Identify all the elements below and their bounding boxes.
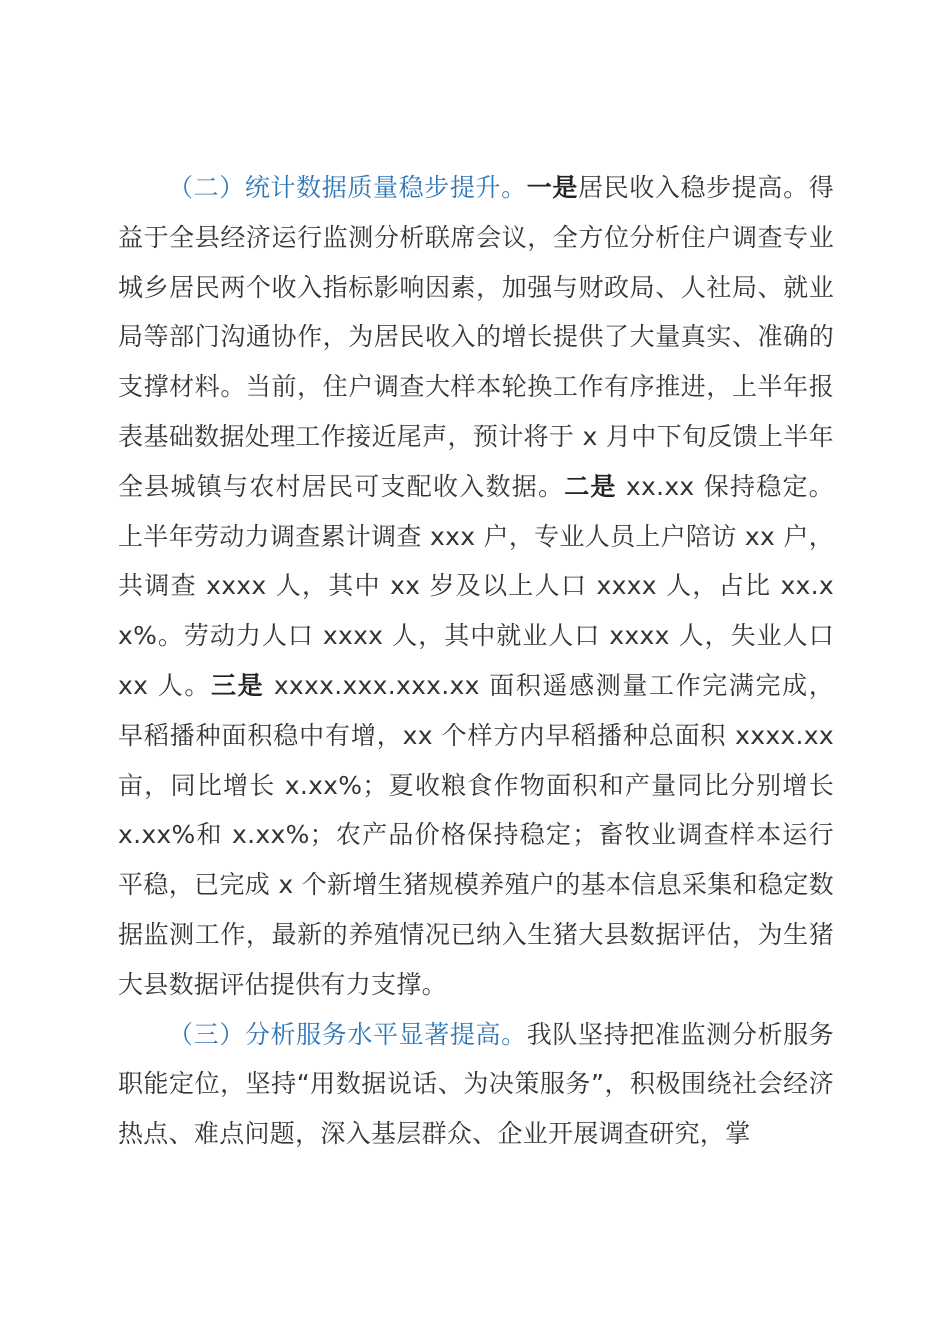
section-3-paragraph	[118, 1010, 834, 1159]
point-1-text: 居民收入稳步提高。得益于全县经济运行监测分析联席会议，全方位分析住户调查专业城乡居民两个收入指标影响因素，加强与财政局、人社局、就业局等部门沟通协作，为居民收入的增长提供了大量真实、准确的支撑材料。当前，住户调查大样本轮换工作有序推进，上半年报表基础数据处理工作接近尾声，预计将于 x 月中下旬反馈上半年全县城镇与农村居民可支配收入数据。	[118, 173, 834, 501]
section-2-paragraph	[118, 163, 834, 1010]
document-page	[118, 163, 834, 1159]
point-2-lead: 二是	[564, 471, 617, 501]
section-2-heading: （二）统计数据质量稳步提升。	[168, 173, 527, 202]
section-3-heading: （三）分析服务水平显著提高。	[168, 1019, 527, 1049]
point-3-lead: 三是	[211, 670, 265, 700]
section-3-text: 我队坚持把准监测分析服务职能定位，坚持“用数据说话、为决策服务”，积极围绕社会经济热点、难点问题，深入基层群众、企业开展调查研究，掌	[118, 1019, 835, 1149]
point-3-text: xxxx.xxx.xxx.xx 面积遥感测量工作完满完成，早稻播种面积稳中有增，xx 个样方内早稻播种总面积 xxxx.xx 亩，同比增长 x.xx%；夏收粮食作物面积和产量同比分别增长 x.xx%和 x.xx%；农产品价格保持稳定；畜牧业调查样本运行平稳，已完成 x 个新增生猪规模养殖户的基本信息采集和稳定数据监测工作，最新的养殖情况已纳入生猪大县数据评估，为生猪大县数据评估提供有力支撑。	[118, 670, 834, 999]
point-2-text: xx.xx 保持稳定。上半年劳动力调查累计调查 xxx 户，专业人员上户陪访 xx 户，共调查 xxxx 人，其中 xx 岁及以上人口 xxxx 人，占比 xx.xx%。劳动力人口 xxxx 人，其中就业人口 xxxx 人，失业人口 xx 人。	[118, 471, 834, 700]
point-1-lead: 一是	[526, 173, 579, 202]
